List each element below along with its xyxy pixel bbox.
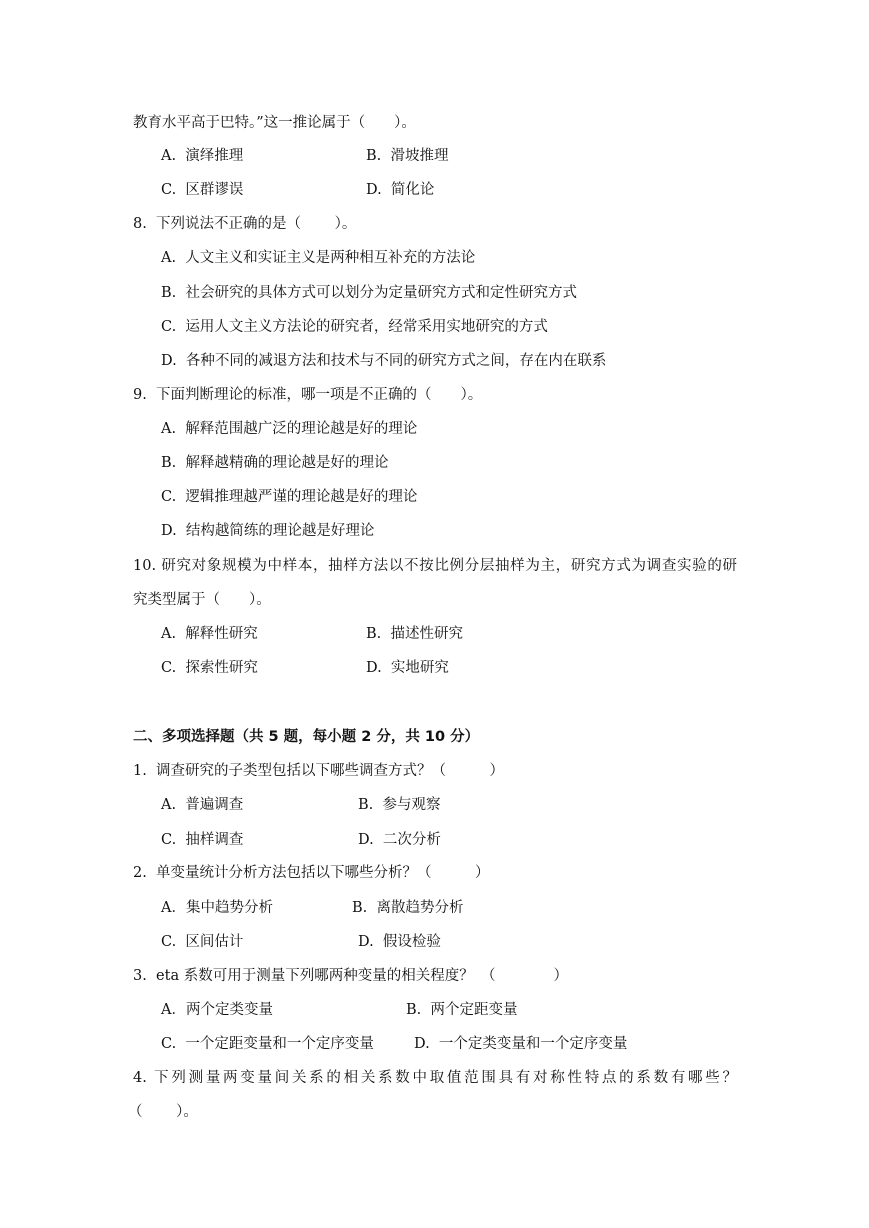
question-stem: 2. 单变量统计分析方法包括以下哪些分析？（ ） [133, 865, 490, 881]
question-stem-continued: 究类型属于（ ）。 [133, 592, 271, 608]
question-stem: 9. 下面判断理论的标准，哪一项是不正确的（ ）。 [133, 387, 483, 403]
option-c: C. 抽样调查 [161, 832, 244, 848]
option-a: A．两个定类变量 [161, 1002, 273, 1018]
option-a: A. 解释性研究 [161, 626, 258, 642]
option-a: A．集中趋势分析 [161, 900, 273, 916]
option-b: B. 滑坡推理 [366, 148, 449, 164]
option-b: B. 社会研究的具体方式可以划分为定量研究方式和定性研究方式 [161, 285, 577, 301]
option-d: D. 结构越简练的理论越是好理论 [161, 523, 375, 539]
option-d: D. 各种不同的减退方法和技术与不同的研究方式之间，存在内在联系 [161, 353, 607, 369]
option-d: D. 一个定类变量和一个定序变量 [414, 1036, 628, 1052]
option-a: A. 普遍调查 [161, 797, 244, 813]
question-stem-continued: （ ）。 [128, 1104, 198, 1120]
option-a: A. 人文主义和实证主义是两种相互补充的方法论 [161, 250, 476, 266]
option-c: C. 逻辑推理越严谨的理论越是好的理论 [161, 489, 418, 505]
section-heading: 二、多项选择题（共 5 题，每小题 2 分，共 10 分） [133, 729, 480, 745]
option-a: A. 解释范围越广泛的理论越是好的理论 [161, 421, 418, 437]
option-d: D. 假设检验 [358, 934, 441, 950]
option-d: D. 实地研究 [366, 660, 449, 676]
option-c: C. 探索性研究 [161, 660, 258, 676]
question-stem: 3. eta 系数可用于测量下列哪两种变量的相关程度？ （ ） [133, 968, 568, 984]
option-d: D. 简化论 [366, 182, 435, 198]
option-d: D. 二次分析 [358, 832, 441, 848]
option-b: B. 离散趋势分析 [352, 900, 464, 916]
question-stem: 教育水平高于巴特。”这一推论属于（ ）。 [133, 115, 416, 131]
option-c: C. 区群谬误 [161, 182, 244, 198]
option-c: C. 运用人文主义方法论的研究者，经常采用实地研究的方式 [161, 319, 548, 335]
option-a: A. 演绎推理 [161, 148, 244, 164]
option-b: B. 参与观察 [358, 797, 441, 813]
question-stem: 1. 调查研究的子类型包括以下哪些调查方式？（ ） [133, 763, 505, 779]
option-b: B. 描述性研究 [366, 626, 463, 642]
option-b: B. 解释越精确的理论越是好的理论 [161, 455, 389, 471]
question-stem: 10. 研究对象规模为中样本，抽样方法以不按比例分层抽样为主，研究方式为调查实验的研 [133, 558, 737, 574]
question-stem: 8. 下列说法不正确的是（ ）。 [133, 216, 357, 232]
option-c: C. 区间估计 [161, 934, 244, 950]
option-b: B. 两个定距变量 [406, 1002, 518, 1018]
question-stem: 4. 下列测量两变量间关系的相关系数中取值范围具有对称性特点的系数有哪些？ [133, 1070, 737, 1086]
option-c: C. 一个定距变量和一个定序变量 [161, 1036, 374, 1052]
